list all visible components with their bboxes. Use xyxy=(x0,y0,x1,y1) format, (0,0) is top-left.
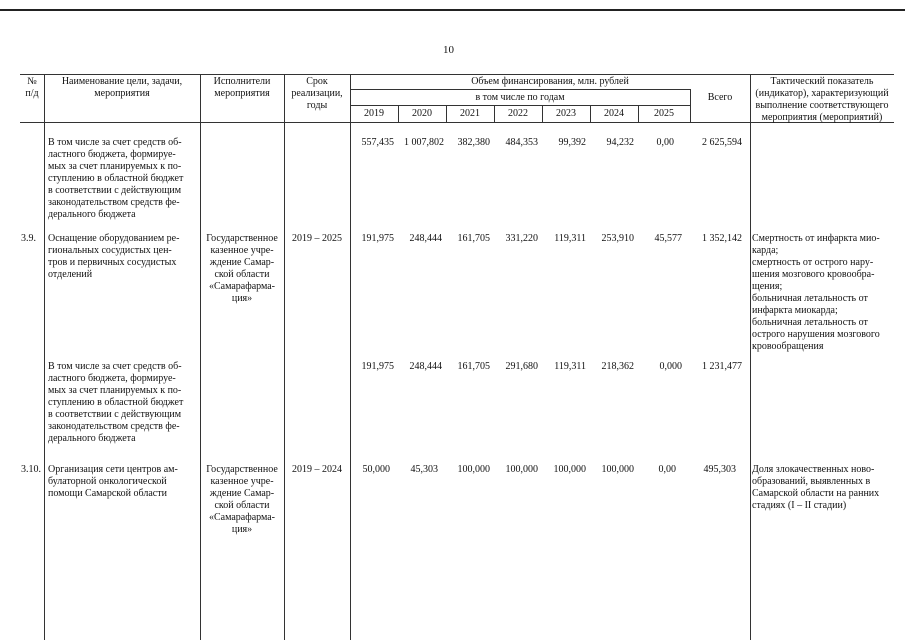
value-total: 2 625,594 xyxy=(702,137,742,148)
value-2021: 382,380 xyxy=(457,137,490,148)
executor-line: ция» xyxy=(231,293,253,304)
funding-title-line xyxy=(350,89,690,90)
executor-line: казенное учре- xyxy=(210,476,274,487)
header-total: Всего xyxy=(707,92,733,103)
name-line: дерального бюджета xyxy=(48,433,136,444)
indicator-line: Смертность от инфаркта мио- xyxy=(752,233,880,244)
executor-line: ждение Самар- xyxy=(209,257,275,268)
value-2019: 557,435 xyxy=(361,137,394,148)
value-2020: 1 007,802 xyxy=(404,137,444,148)
col-sep xyxy=(200,74,201,640)
indicator-line: шения мозгового кровообра- xyxy=(752,269,875,280)
indicator-line: больничная летальность от xyxy=(752,293,868,304)
indicator-line: инфаркта миокарда; xyxy=(752,305,838,316)
value-2020: 248,444 xyxy=(409,361,442,372)
header-top-line xyxy=(20,74,894,75)
indicator-line: щения; xyxy=(752,281,783,292)
header-funding-title: Объем финансирования, млн. рублей xyxy=(471,76,629,87)
value-2020: 248,444 xyxy=(409,233,442,244)
value-2023: 119,311 xyxy=(554,233,586,244)
executor-line: ской области xyxy=(214,500,270,511)
indicator-line: смертность от острого нару- xyxy=(752,257,874,268)
col-sep xyxy=(350,74,351,640)
header-year: 2020 xyxy=(412,108,432,119)
value-2019: 191,975 xyxy=(361,361,394,372)
name-line: в соответствии с действующим xyxy=(48,409,182,420)
row-num: 3.10. xyxy=(21,464,41,475)
years-line xyxy=(350,105,690,106)
header-num-line: п/д xyxy=(25,88,39,99)
col-sep xyxy=(284,74,285,640)
indicator-line: карда; xyxy=(752,245,779,256)
value-2023: 119,311 xyxy=(554,361,586,372)
value-2021: 161,705 xyxy=(457,233,490,244)
name-line: ступлению в областной бюджет xyxy=(48,397,184,408)
row-name xyxy=(48,137,196,221)
executor-line: «Самарафарма- xyxy=(208,281,276,292)
name-line: ластного бюджета, формируе- xyxy=(48,149,176,160)
header-term-line: годы xyxy=(306,100,328,111)
header-executors-line: мероприятия xyxy=(214,88,270,99)
name-line: булаторной онкологической xyxy=(48,476,167,487)
value-2023: 99,392 xyxy=(558,137,586,148)
row-name xyxy=(48,361,196,445)
name-line: В том числе за счет средств об- xyxy=(48,137,182,148)
value-2019: 191,975 xyxy=(361,233,394,244)
header-indicator xyxy=(750,76,894,124)
value-2024: 100,000 xyxy=(601,464,634,475)
header-term-line: Срок xyxy=(306,76,328,87)
header-name-line: мероприятия xyxy=(94,88,150,99)
value-2022: 291,680 xyxy=(505,361,538,372)
value-2021: 100,000 xyxy=(457,464,490,475)
name-line: мых за счет планируемых к по- xyxy=(48,385,182,396)
header-year: 2024 xyxy=(604,108,624,119)
col-sep xyxy=(750,74,751,640)
indicator-line: больничная летальность от xyxy=(752,317,868,328)
value-total: 1 352,142 xyxy=(702,233,742,244)
value-2023: 100,000 xyxy=(553,464,586,475)
indicator-line: Самарской области на ранних xyxy=(752,488,880,499)
row-term: 2019 – 2024 xyxy=(292,464,342,475)
header-by-years: в том числе по годам xyxy=(475,92,565,103)
name-line: мых за счет планируемых к по- xyxy=(48,161,182,172)
value-2025: 0,00 xyxy=(658,464,676,475)
executor-line: ция» xyxy=(231,524,253,535)
name-line: помощи Самарской области xyxy=(48,488,167,499)
value-2021: 161,705 xyxy=(457,361,490,372)
row-name xyxy=(48,464,196,500)
name-line: в соответствии с действующим xyxy=(48,185,182,196)
row-indicator xyxy=(752,464,892,512)
executor-line: казенное учре- xyxy=(210,245,274,256)
row-executor xyxy=(200,233,284,305)
executor-line: Государственное xyxy=(206,464,278,475)
indicator-line: образований, выявленных в xyxy=(752,476,871,487)
header-num-line: № xyxy=(27,76,37,87)
value-2022: 100,000 xyxy=(505,464,538,475)
name-line: В том числе за счет средств об- xyxy=(48,361,182,372)
header-name-line: Наименование цели, задачи, xyxy=(61,76,183,87)
indicator-line: Доля злокачественных ново- xyxy=(752,464,875,475)
top-rule xyxy=(0,9,905,11)
header-year: 2025 xyxy=(654,108,674,119)
name-line: тров и первичных сосудистых xyxy=(48,257,177,268)
value-2025: 0,00 xyxy=(656,137,674,148)
row-executor xyxy=(200,464,284,536)
indicator-line: острого нарушения мозгового xyxy=(752,329,880,340)
value-2024: 94,232 xyxy=(606,137,634,148)
header-executors-line: Исполнители xyxy=(213,76,271,87)
row-indicator xyxy=(752,233,892,353)
page-number: 10 xyxy=(443,44,454,56)
header-indicator-line: Тактический показатель xyxy=(770,76,874,87)
row-name xyxy=(48,233,196,281)
header-indicator-line: выполнение соответствующего xyxy=(755,100,889,111)
header-num xyxy=(20,76,44,100)
header-year: 2021 xyxy=(460,108,480,119)
header-indicator-line: мероприятия (мероприятий) xyxy=(761,112,883,123)
name-line: гиональных сосудистых цен- xyxy=(48,245,172,256)
indicator-line: кровообращения xyxy=(752,341,824,352)
value-2022: 331,220 xyxy=(505,233,538,244)
value-2019: 50,000 xyxy=(362,464,390,475)
name-line: Организация сети центров ам- xyxy=(48,464,178,475)
header-year: 2022 xyxy=(508,108,528,119)
header-year: 2019 xyxy=(364,108,384,119)
name-line: законодательством средств фе- xyxy=(48,421,180,432)
executor-line: «Самарафарма- xyxy=(208,512,276,523)
name-line: Оснащение оборудованием ре- xyxy=(48,233,180,244)
row-term: 2019 – 2025 xyxy=(292,233,342,244)
value-2024: 218,362 xyxy=(601,361,634,372)
header-indicator-line: (индикатор), характеризующий xyxy=(755,88,889,99)
value-total: 495,303 xyxy=(703,464,736,475)
value-2025: 45,577 xyxy=(654,233,682,244)
executor-line: Государственное xyxy=(206,233,278,244)
name-line: дерального бюджета xyxy=(48,209,136,220)
header-name xyxy=(44,76,200,100)
name-line: законодательством средств фе- xyxy=(48,197,180,208)
row-num: 3.9. xyxy=(21,233,36,244)
header-term xyxy=(284,76,350,112)
name-line: отделений xyxy=(48,269,93,280)
indicator-line: стадиях (I – II стадии) xyxy=(752,500,847,511)
header-year: 2023 xyxy=(556,108,576,119)
name-line: ступлению в областной бюджет xyxy=(48,173,184,184)
executor-line: ской области xyxy=(214,269,270,280)
value-total: 1 231,477 xyxy=(702,361,742,372)
value-2020: 45,303 xyxy=(410,464,438,475)
value-2022: 484,353 xyxy=(505,137,538,148)
value-2024: 253,910 xyxy=(601,233,634,244)
value-2025: 0,000 xyxy=(659,361,682,372)
executor-line: ждение Самар- xyxy=(209,488,275,499)
name-line: ластного бюджета, формируе- xyxy=(48,373,176,384)
header-term-line: реализации, xyxy=(291,88,343,99)
col-sep xyxy=(44,74,45,640)
header-executors xyxy=(200,76,284,100)
